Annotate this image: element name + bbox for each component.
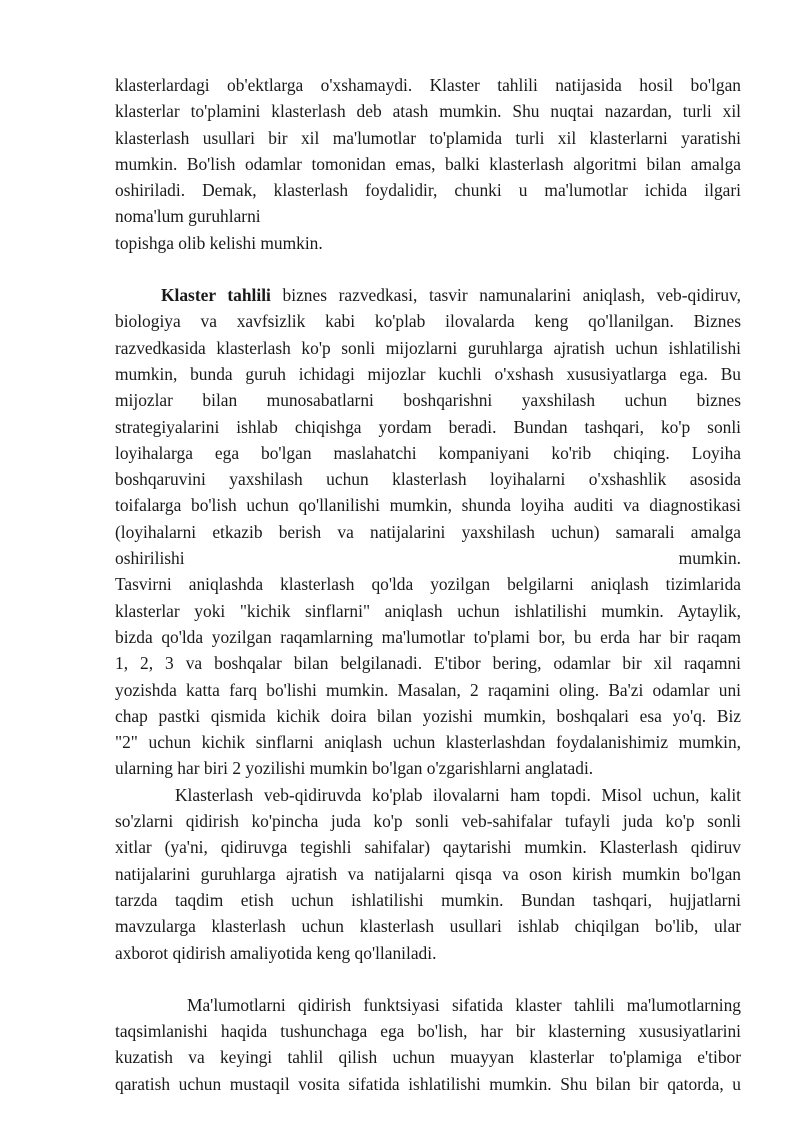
- document-body: [115, 72, 741, 1097]
- text-line: axborot qidirish amaliyotida keng qo'llaniladi.: [115, 942, 437, 963]
- text-line: toifalarga bo'lish uchun qo'llanilishi mumkin, shunda loyiha auditi va diagnostikasi: [115, 495, 741, 516]
- text-line: Ma'lumotlarni qidirish funktsiyasi sifatida klaster tahlili ma'lumotlarning: [187, 994, 741, 1015]
- text-line: mumkin. Bo'lish odamlar tomonidan emas, balki klasterlash algoritmi bilan amalga: [115, 153, 741, 174]
- paragraph-4: [115, 782, 741, 966]
- text-line: mavzularga klasterlash uchun klasterlash usullari ishlab chiqilgan bo'lib, ular: [115, 916, 741, 937]
- text-line: natijalarini guruhlarga ajratish va natijalarni qisqa va oson kirish mumkin bo'lgan: [115, 863, 741, 884]
- text-line: chap pastki qismida kichik doira bilan yozishi mumkin, boshqalari esa yo'q. Biz: [115, 705, 741, 726]
- text-line: so'zlarni qidirish ko'pincha juda ko'p sonli veb-sahifalar tufayli juda ko'p sonli: [115, 811, 741, 832]
- text-line: (loyihalarni etkazib berish va natijalarini yaxshilash uchun) samarali amalga: [115, 521, 741, 542]
- text-line: klasterlar to'plamini klasterlash deb atash mumkin. Shu nuqtai nazardan, turli xil: [115, 101, 741, 122]
- text-line: klasterlar yoki "kichik sinflarni" aniqlash uchun ishlatilishi mumkin. Aytaylik,: [115, 600, 741, 621]
- text-line: topishga olib kelishi mumkin.: [115, 232, 323, 253]
- text-line: tarzda taqdim etish uchun ishlatilishi mumkin. Bundan tashqari, hujjatlarni: [115, 889, 741, 910]
- text-line: mijozlar bilan munosabatlarni boshqarishni yaxshilash uchun biznes: [115, 390, 741, 411]
- paragraph-5: [115, 992, 741, 1097]
- text-line: bizda qo'lda yozilgan raqamlarning ma'lumotlar to'plami bor, bu erda har bir raqam: [115, 626, 741, 647]
- text-line: qaratish uchun mustaqil vosita sifatida ishlatilishi mumkin. Shu bilan bir qatorda, u: [115, 1073, 741, 1094]
- text-line: oshiriladi. Demak, klasterlash foydalidir, chunki u ma'lumotlar ichida ilgari: [115, 180, 741, 201]
- text-line: klasterlardagi ob'ektlarga o'xshamaydi. Klaster tahlili natijasida hosil bo'lgan: [115, 75, 741, 95]
- text-line: Tasvirni aniqlashda klasterlash qo'lda yozilgan belgilarni aniqlash tizimlarida: [115, 574, 741, 595]
- text-line: "2" uchun kichik sinflarni aniqlash uchun klasterlashdan foydalanishimiz mumkin,: [115, 732, 741, 753]
- text-run: biznes razvedkasi, tasvir namunalarini aniqlash, veb-qidiruv,: [270, 285, 741, 306]
- bold-term: Klaster tahlili: [161, 285, 271, 306]
- text-line: taqsimlanishi haqida tushunchaga ega bo'lish, har bir klasterning xususiyatlarini: [115, 1021, 741, 1042]
- paragraph-gap: [115, 966, 741, 992]
- text-line: [115, 282, 741, 308]
- text-line: ularning har biri 2 yozilishi mumkin bo'lgan o'zgarishlarni anglatadi.: [115, 758, 594, 779]
- text-line: 1, 2, 3 va boshqalar bilan belgilanadi. E'tibor bering, odamlar bir xil raqamni: [115, 653, 741, 674]
- text-line: klasterlash usullari bir xil ma'lumotlar to'plamida turli xil klasterlarni yaratishi: [115, 127, 741, 148]
- text-line: strategiyalarini ishlab chiqishga yordam beradi. Bundan tashqari, ko'p sonli: [115, 416, 741, 437]
- text-line: noma'lum guruhlarni: [115, 206, 261, 227]
- paragraph-3: [115, 571, 741, 781]
- text-line: oshirilishi mumkin.: [115, 548, 741, 569]
- text-line: boshqaruvini yaxshilash uchun klasterlash loyihalarni o'xshashlik asosida: [115, 469, 741, 490]
- text-line: xitlar (ya'ni, qidiruvga tegishli sahifalar) qaytarishi mumkin. Klasterlash qidiruv: [115, 837, 741, 858]
- text-line: razvedkasida klasterlash ko'p sonli mijozlarni guruhlarga ajratish uchun ishlatilishi: [115, 337, 741, 358]
- text-line: yozishda katta farq bo'lishi mumkin. Masalan, 2 raqamini oling. Ba'zi odamlar uni: [115, 679, 741, 700]
- paragraph-gap: [115, 256, 741, 282]
- text-line: Klasterlash veb-qidiruvda ko'plab ilovalarni ham topdi. Misol uchun, kalit: [175, 784, 741, 805]
- paragraph-2: [115, 282, 741, 571]
- text-line: mumkin, bunda guruh ichidagi mijozlar kuchli o'xshash xususiyatlarga ega. Bu: [115, 363, 741, 384]
- text-line: biologiya va xavfsizlik kabi ko'plab ilovalarda keng qo'llanilgan. Biznes: [115, 311, 741, 332]
- text-line: kuzatish va keyingi tahlil qilish uchun muayyan klasterlar to'plamiga e'tibor: [115, 1047, 741, 1068]
- paragraph-1: [115, 72, 741, 256]
- text-line: loyihalarga ega bo'lgan maslahatchi kompaniyani ko'rib chiqing. Loyiha: [115, 442, 741, 463]
